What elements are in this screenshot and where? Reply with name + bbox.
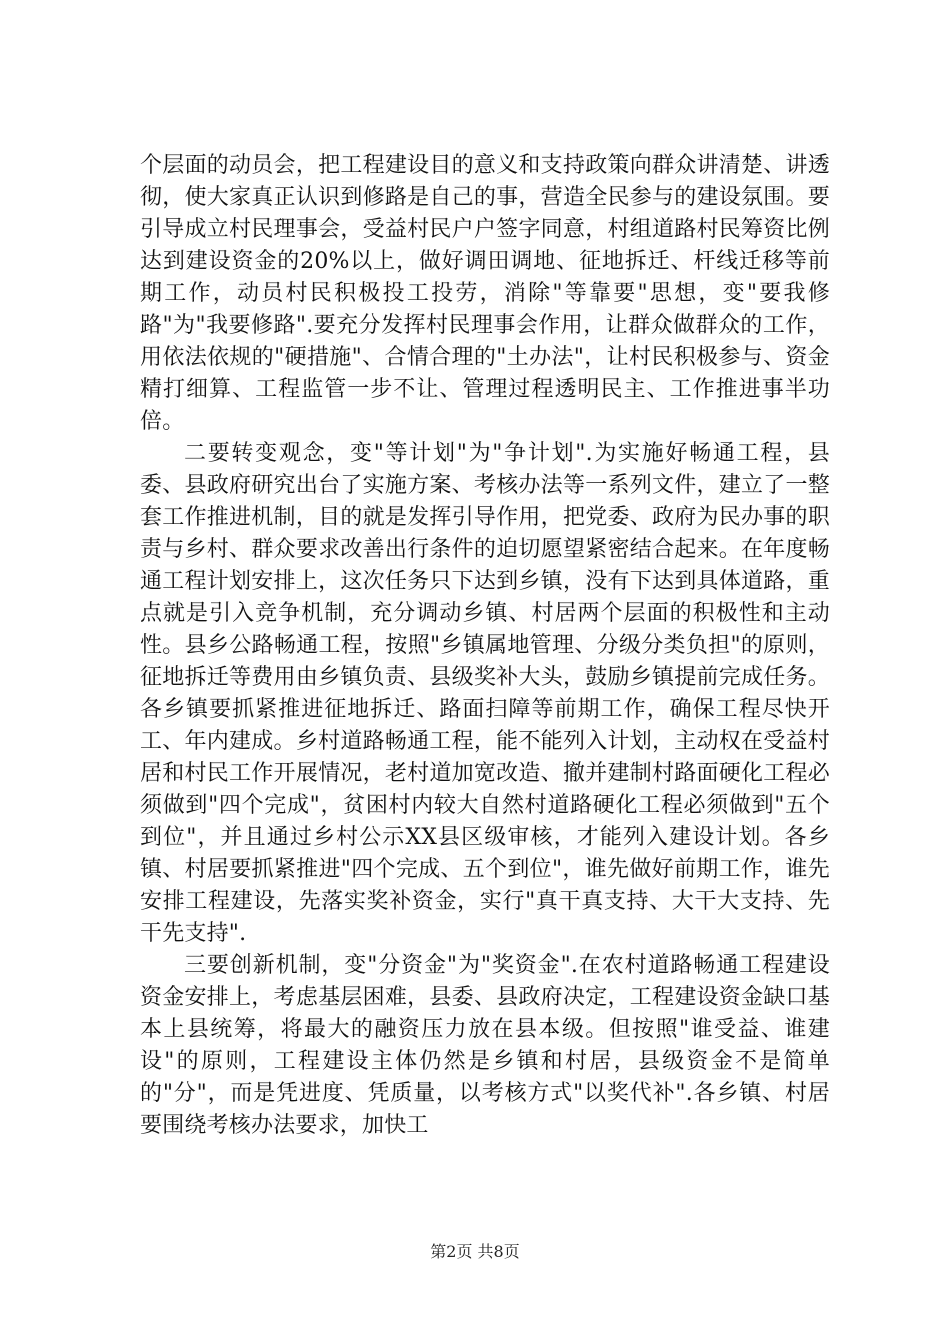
paragraph-1: 个层面的动员会，把工程建设目的意义和支持政策向群众讲清楚、讲透彻，使大家真正认识到修路是自己的事，营造全民参与的建设氛围。要引导成立村民理事会，受益村民户户签字同意，村组道路村民筹资比例达到建设资金的20%以上，做好调田调地、征地拆迁、杆线迁移等前期工作，动员村民积极投工投劳，消除"等靠要"思想，变"要我修路"为"我要修路".要充分发挥村民理事会作用，让群众做群众的工作，用依法依规的"硬措施"、合情合理的"土办法"，让村民积极参与、资金精打细算、工程监管一步不让、管理过程透明民主、工作推进事半功倍。 [140, 153, 830, 434]
document-body [140, 150, 830, 1142]
page-number-footer: 第2页 共8页 [430, 1242, 520, 1261]
paragraph-2: 二要转变观念，变"等计划"为"争计划".为实施好畅通工程，县委、县政府研究出台了实施方案、考核办法等一系列文件，建立了一整套工作推进机制，目的就是发挥引导作用，把党委、政府为民办事的职责与乡村、群众要求改善出行条件的迫切愿望紧密结合起来。在年度畅通工程计划安排上，这次任务只下达到乡镇，没有下达到具体道路，重点就是引入竞争机制，充分调动乡镇、村居两个层面的积极性和主动性。县乡公路畅通工程，按照"乡镇属地管理、分级分类负担"的原则，征地拆迁等费用由乡镇负责、县级奖补大头，鼓励乡镇提前完成任务。各乡镇要抓紧推进征地拆迁、路面扫障等前期工作，确保工程尽快开工、年内建成。乡村道路畅通工程，能不能列入计划，主动权在受益村居和村民工作开展情况，老村道加宽改造、撤并建制村路面硬化工程必须做到"四个完成"，贫困村内较大自然村道路硬化工程必须做到"五个到位"，并且通过乡村公示XX县区级审核，才能列入建设计划。各乡镇、村居要抓紧推进"四个完成、五个到位"，谁先做好前期工作，谁先安排工程建设，先落实奖补资金，实行"真干真支持、大干大支持、先干先支持". [140, 441, 830, 946]
paragraph-3: 三要创新机制，变"分资金"为"奖资金".在农村道路畅通工程建设资金安排上，考虑基层困难，县委、县政府决定，工程建设资金缺口基本上县统筹，将最大的融资压力放在县本级。但按照"谁受益、谁建设"的原则，工程建设主体仍然是乡镇和村居，县级资金不是简单的"分"，而是凭进度、凭质量，以考核方式"以奖代补".各乡镇、村居要围绕考核办法要求，加快工 [140, 953, 830, 1138]
